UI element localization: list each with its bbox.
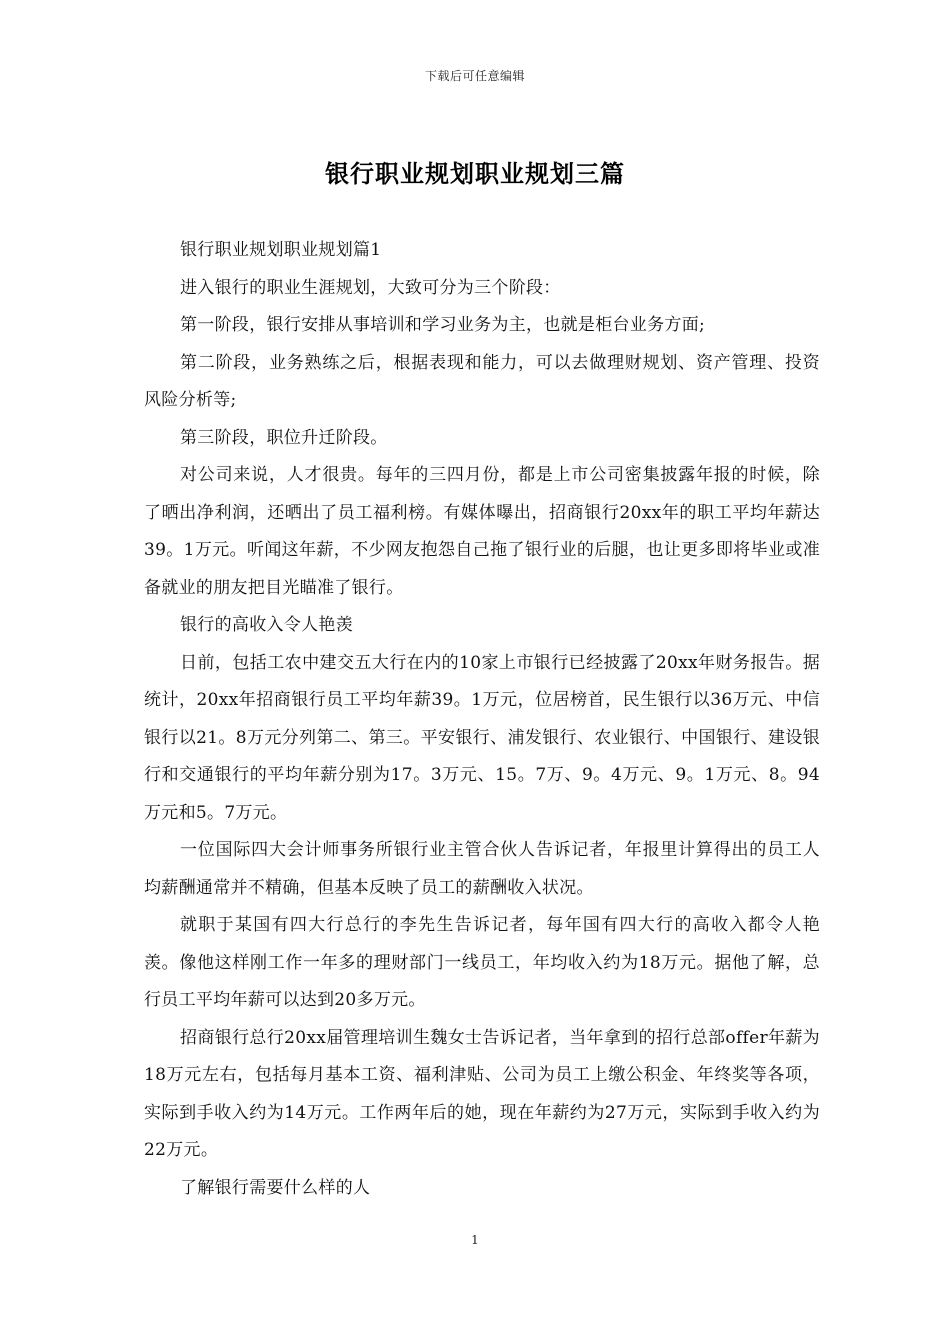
section-subheading: 了解银行需要什么样的人 (180, 1177, 371, 1198)
paragraph: 日前，包括工农中建交五大行在内的10家上市银行已经披露了20xx年财务报告。据统计，20xx年招商银行员工平均年薪39。1万元，位居榜首，民生银行以36万元、中信银行以21。8万元分列第二、第三。平安银行、浦发银行、农业银行、中国银行、建设银行和交通银行的平均年薪分别为17。3万元、15。7万、9。4万元、9。1万元、8。94万元和5。7万元。 (144, 652, 820, 823)
paragraph: 第二阶段，业务熟练之后，根据表现和能力，可以去做理财规划、资产管理、投资风险分析等; (144, 352, 820, 410)
document-body (144, 232, 820, 1207)
paragraph: 就职于某国有四大行总行的李先生告诉记者，每年国有四大行的高收入都令人艳羡。像他这样刚工作一年多的理财部门一线员工，年均收入约为18万元。据他了解，总行员工平均年薪可以达到20多万元。 (144, 915, 820, 1010)
header-note: 下载后可任意编辑 (424, 69, 525, 83)
paragraph: 第一阶段，银行安排从事培训和学习业务为主，也就是柜台业务方面; (180, 315, 706, 335)
section-heading: 银行职业规划职业规划篇1 (180, 240, 382, 260)
page-number: 1 (471, 1233, 479, 1247)
paragraph: 进入银行的职业生涯规划，大致可分为三个阶段： (180, 277, 561, 298)
paragraph: 第三阶段，职位升迁阶段。 (180, 427, 388, 448)
paragraph: 对公司来说，人才很贵。每年的三四月份，都是上市公司密集披露年报的时候，除了晒出净利润，还晒出了员工福利榜。有媒体曝出，招商银行20xx年的职工平均年薪达39。1万元。听闻这年薪，不少网友抱怨自己拖了银行业的后腿，也让更多即将毕业或准备就业的朋友把目光瞄准了银行。 (144, 465, 820, 598)
paragraph: 招商银行总行20xx届管理培训生魏女士告诉记者，当年拿到的招行总部offer年薪为18万元左右，包括每月基本工资、福利津贴、公司为员工上缴公积金、年终奖等各项，实际到手收入约为14万元。工作两年后的她，现在年薪约为27万元，实际到手收入约为22万元。 (144, 1027, 820, 1160)
section-subheading: 银行的高收入令人艳羡 (180, 615, 353, 635)
document-title: 银行职业规划职业规划三篇 (325, 159, 625, 188)
paragraph: 一位国际四大会计师事务所银行业主管合伙人告诉记者，年报里计算得出的员工人均薪酬通常并不精确，但基本反映了员工的薪酬收入状况。 (144, 840, 820, 898)
